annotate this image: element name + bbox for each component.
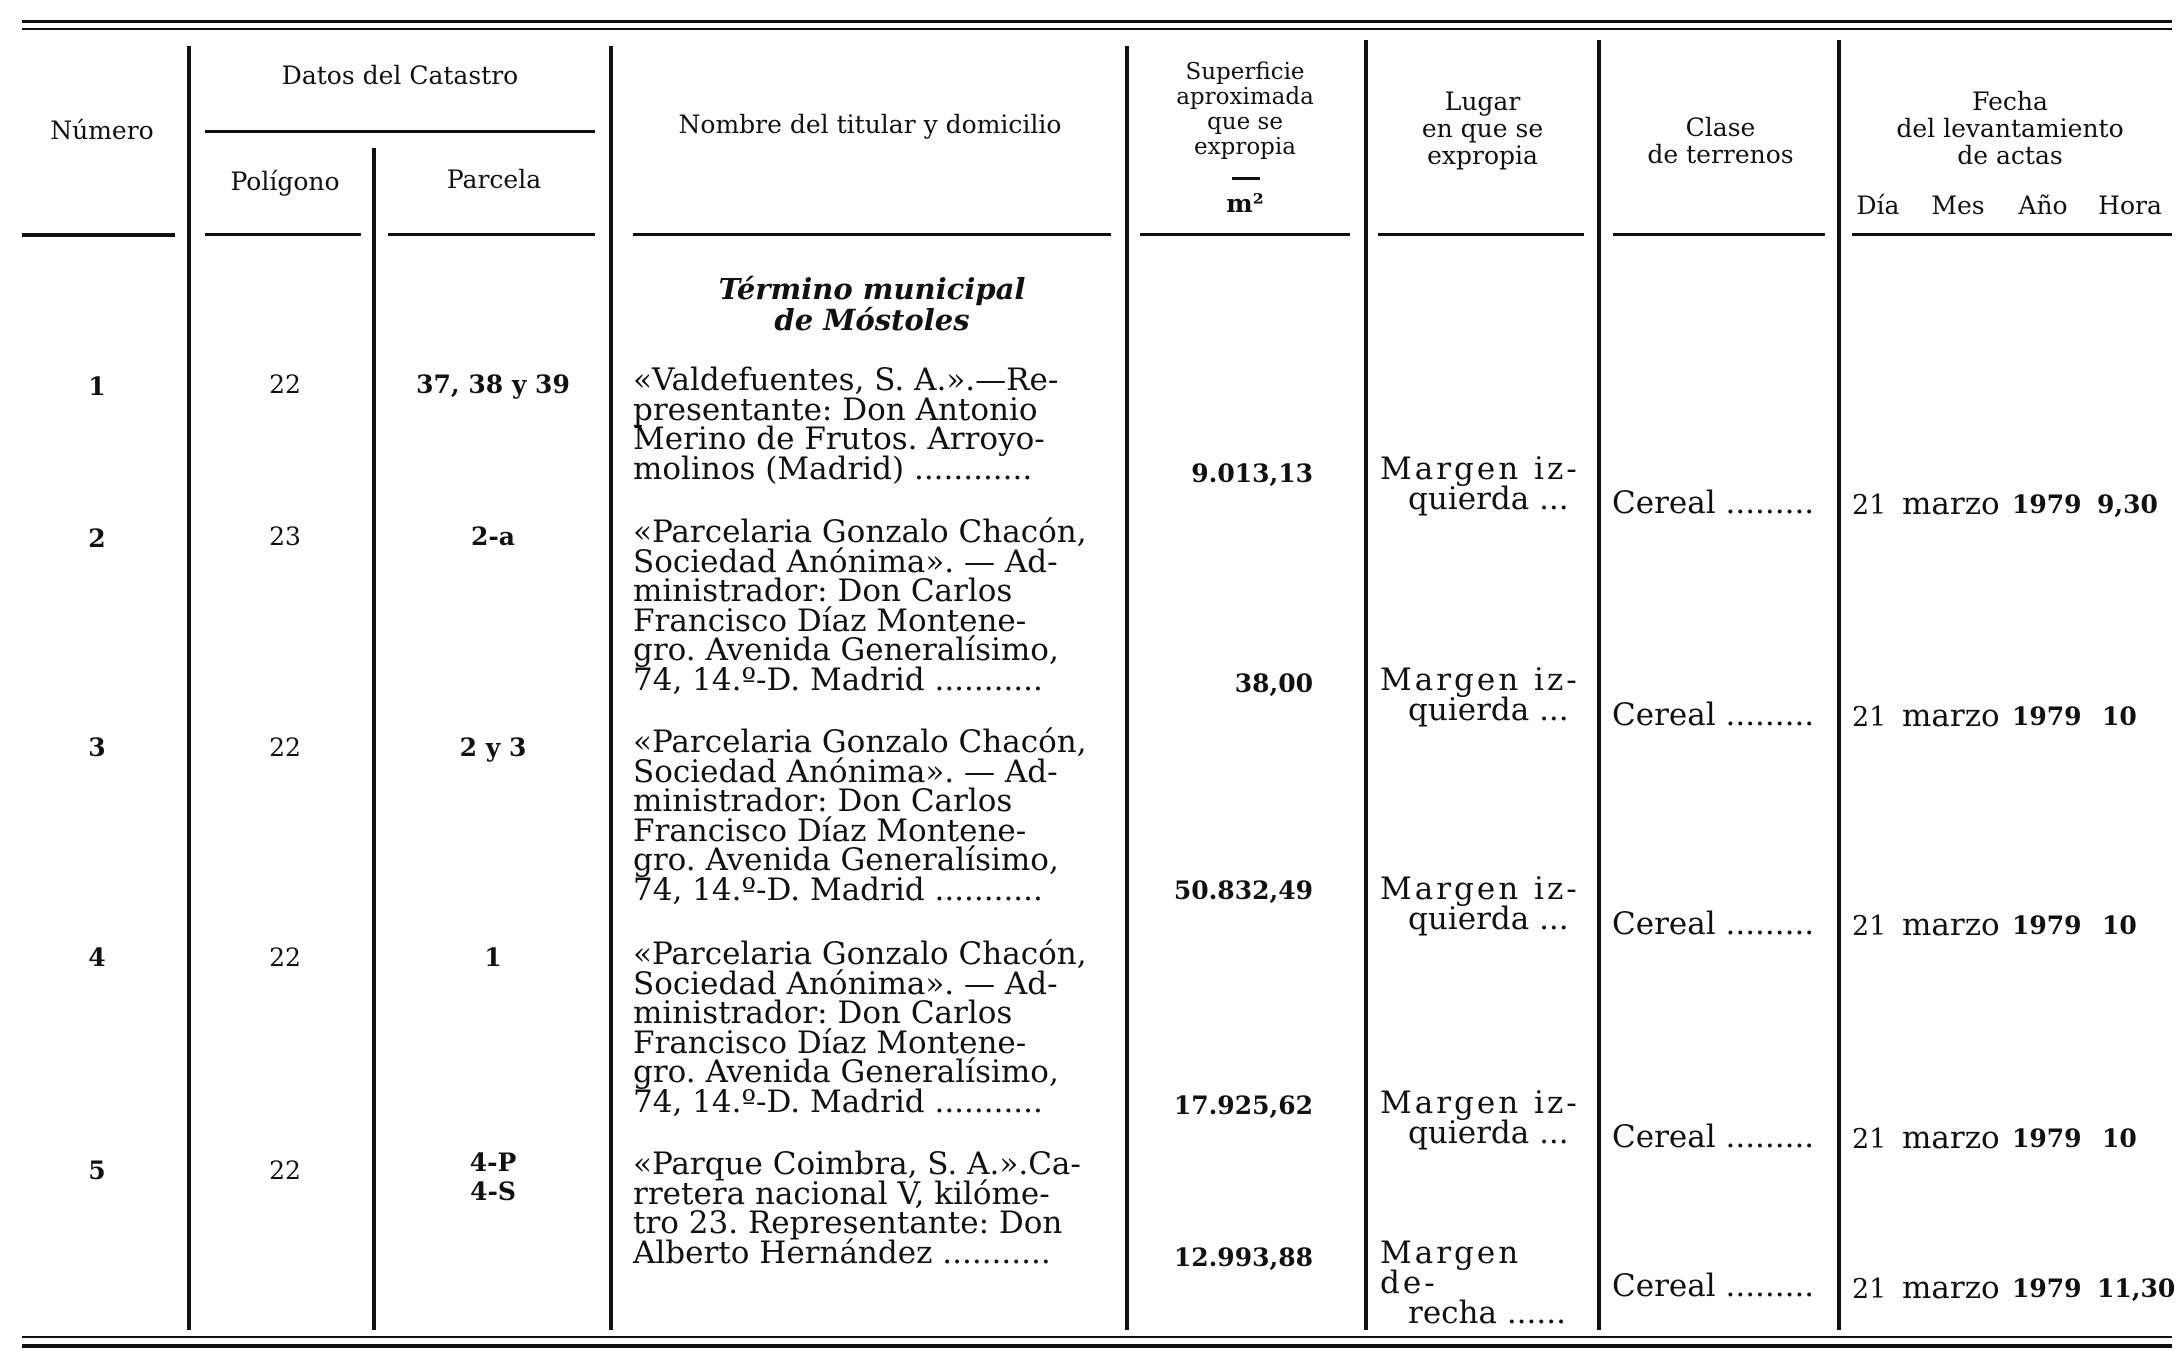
cell-mes: marzo (1902, 907, 2000, 943)
header-fecha: Fecha del levantamiento de actas (1896, 87, 2124, 170)
column-rule (372, 148, 376, 1330)
lugar-line: Margen iz- (1380, 451, 1580, 487)
superficie-dash (1232, 177, 1260, 180)
header-hora: Hora (2098, 191, 2162, 220)
cell-clase: Cereal ......... (1612, 697, 1815, 733)
header-ano: Año (2018, 191, 2068, 220)
titular-line: Sociedad Anónima». — Ad- (633, 753, 1058, 790)
titular-line: Merino de Frutos. Arroyo- (633, 421, 1045, 457)
titular-line: 74, 14.º-D. Madrid ........... (633, 661, 1043, 698)
header-rule (1852, 233, 2172, 236)
cell-clase: Cereal ......... (1612, 485, 1815, 521)
titular-line: Sociedad Anónima». — Ad- (633, 543, 1058, 580)
cell-poligono: 22 (269, 370, 301, 399)
lugar-line: quierda ... (1408, 1115, 1569, 1151)
cell-dia: 21 (1852, 490, 1887, 521)
titular-line: Francisco Díaz Montene- (633, 812, 1027, 849)
column-rule (1597, 40, 1601, 1330)
titular-line: gro. Avenida Generalísimo, (633, 842, 1059, 878)
cell-ano: 1979 (2012, 1124, 2082, 1153)
cell-parcela: 37, 38 y 39 (416, 370, 570, 399)
header-superficie: Superficie aproximada que se expropia (1176, 59, 1314, 160)
cell-dia: 21 (1852, 1274, 1887, 1305)
cell-superficie: 12.993,88 (1173, 1243, 1313, 1272)
column-rule (1364, 40, 1368, 1330)
titular-line: tro 23. Representante: Don (633, 1205, 1063, 1241)
cell-poligono: 23 (269, 522, 301, 551)
header-superficie-unit: m² (1226, 189, 1264, 218)
titular-line: 74, 14.º-D. Madrid ........... (633, 1083, 1043, 1120)
titular-line: molinos (Madrid) ............ (633, 450, 1033, 487)
cell-titular (633, 362, 1111, 487)
header-rule (205, 130, 595, 133)
header-poligono: Polígono (230, 167, 340, 196)
header-parcela: Parcela (446, 165, 542, 194)
cell-hora: 10 (2102, 702, 2137, 731)
cell-numero: 1 (88, 372, 106, 401)
cell-titular (633, 724, 1111, 908)
cell-mes: marzo (1902, 698, 2000, 734)
cell-ano: 1979 (2012, 490, 2082, 519)
cell-titular (633, 514, 1111, 698)
cell-lugar (1380, 1235, 1590, 1331)
header-rule (388, 233, 595, 236)
top-rule-inner (22, 28, 2172, 30)
header-rule (1378, 233, 1584, 236)
titular-line: ministrador: Don Carlos (633, 783, 1013, 819)
cell-poligono: 22 (269, 943, 301, 972)
cell-ano: 1979 (2012, 702, 2082, 731)
cell-poligono: 22 (269, 733, 301, 762)
section-title (633, 274, 1111, 336)
lugar-line: Margen de- (1380, 1235, 1522, 1301)
column-rule (1837, 40, 1841, 1330)
cell-parcela: 1 (484, 943, 502, 972)
header-titular: Nombre del titular y domicilio (678, 110, 1062, 139)
cell-superficie: 17.925,62 (1173, 1091, 1313, 1120)
header-rule (205, 233, 361, 236)
cell-numero: 4 (88, 943, 106, 972)
header-numero: Número (50, 116, 154, 145)
titular-line: ministrador: Don Carlos (633, 573, 1013, 609)
cell-ano: 1979 (2012, 1274, 2082, 1303)
lugar-line: quierda ... (1408, 692, 1569, 728)
cell-parcela: 2 y 3 (459, 733, 527, 762)
cell-clase: Cereal ......... (1612, 1268, 1815, 1304)
cell-superficie: 50.832,49 (1173, 876, 1313, 905)
section-title-line: Término municipal (718, 272, 1026, 306)
titular-line: gro. Avenida Generalísimo, (633, 1054, 1059, 1090)
cell-clase: Cereal ......... (1612, 906, 1815, 942)
cell-parcela: 2-a (471, 522, 515, 551)
titular-line: Francisco Díaz Montene- (633, 1024, 1027, 1061)
cell-titular (633, 1146, 1111, 1271)
parcela-line: 4-S (470, 1177, 516, 1206)
cell-mes: marzo (1902, 1270, 2000, 1306)
titular-line: presentante: Don Antonio (633, 391, 1038, 428)
lugar-line: recha ...... (1408, 1295, 1566, 1331)
lugar-line: quierda ... (1408, 901, 1569, 937)
parcela-line: 4-P (469, 1148, 517, 1177)
column-rule (187, 46, 191, 1330)
header-rule (633, 233, 1111, 236)
titular-line: gro. Avenida Generalísimo, (633, 632, 1059, 668)
titular-line: ministrador: Don Carlos (633, 995, 1013, 1031)
section-title-line: de Móstoles (774, 303, 970, 337)
column-rule (609, 46, 613, 1330)
cell-dia: 21 (1852, 1124, 1887, 1155)
top-rule (22, 20, 2172, 23)
titular-line: Sociedad Anónima». — Ad- (633, 965, 1058, 1002)
lugar-line: Margen iz- (1380, 662, 1580, 698)
lugar-line: Margen iz- (1380, 871, 1580, 907)
cell-superficie: 9.013,13 (1191, 459, 1313, 488)
cell-mes: marzo (1902, 486, 2000, 522)
cell-hora: 9,30 (2097, 490, 2158, 519)
cell-numero: 3 (88, 733, 106, 762)
titular-line: Francisco Díaz Montene- (633, 602, 1027, 639)
lugar-line: quierda ... (1408, 481, 1569, 517)
titular-line: «Valdefuentes, S. A.».—Re- (633, 362, 1059, 398)
titular-line: «Parque Coimbra, S. A.».Ca- (633, 1146, 1081, 1182)
cell-dia: 21 (1852, 911, 1887, 942)
cell-lugar (1380, 1085, 1590, 1151)
titular-line: «Parcelaria Gonzalo Chacón, (633, 936, 1087, 972)
header-clase: Clase de terrenos (1647, 113, 1794, 169)
header-datos-catastro: Datos del Catastro (281, 61, 519, 90)
cell-mes: marzo (1902, 1120, 2000, 1156)
header-rule (22, 233, 175, 237)
lugar-line: Margen iz- (1380, 1085, 1580, 1121)
titular-line: «Parcelaria Gonzalo Chacón, (633, 514, 1087, 550)
titular-line: rretera nacional V, kilóme- (633, 1175, 1050, 1212)
titular-line: Alberto Hernández ........... (633, 1234, 1051, 1271)
cell-numero: 5 (88, 1156, 106, 1185)
cell-lugar (1380, 662, 1590, 728)
header-dia: Día (1856, 191, 1900, 220)
cell-lugar (1380, 871, 1590, 937)
cell-titular (633, 936, 1111, 1120)
cell-dia: 21 (1852, 702, 1887, 733)
cell-parcela (385, 1148, 601, 1206)
cell-clase: Cereal ......... (1612, 1119, 1815, 1155)
header-rule (1613, 233, 1825, 236)
cell-hora: 10 (2102, 1124, 2137, 1153)
cell-numero: 2 (88, 524, 106, 553)
header-rule (1140, 233, 1350, 236)
cell-hora: 10 (2102, 911, 2137, 940)
bottom-rule-outer (22, 1344, 2172, 1348)
titular-line: «Parcelaria Gonzalo Chacón, (633, 724, 1087, 760)
cell-ano: 1979 (2012, 911, 2082, 940)
bottom-rule (22, 1336, 2172, 1338)
cell-hora: 11,30 (2097, 1274, 2176, 1303)
cell-lugar (1380, 451, 1590, 517)
cell-poligono: 22 (269, 1156, 301, 1185)
cell-superficie: 38,00 (1234, 669, 1313, 698)
header-mes: Mes (1931, 191, 1985, 220)
header-lugar: Lugar en que se expropia (1421, 87, 1544, 170)
column-rule (1125, 46, 1129, 1330)
titular-line: 74, 14.º-D. Madrid ........... (633, 871, 1043, 908)
